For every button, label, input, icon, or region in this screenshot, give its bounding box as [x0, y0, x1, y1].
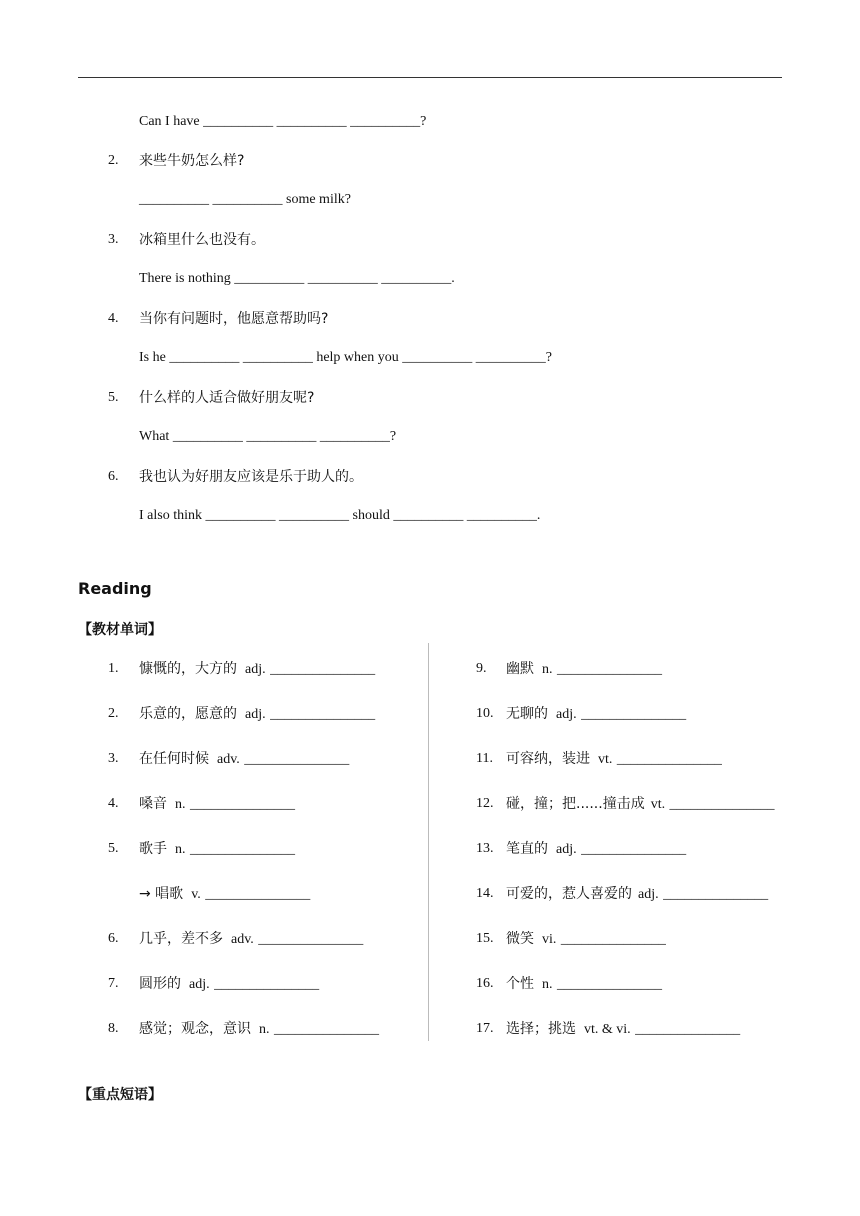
item-answer-en: There is nothing __________ __________ __________. — [139, 271, 455, 286]
vocab-entry — [506, 840, 686, 859]
vocab-pos: n. — [175, 797, 186, 812]
vocab-blank: _______________ — [581, 707, 687, 722]
vocab-number: 14. — [476, 886, 494, 901]
vocab-pos: n. — [259, 1022, 270, 1037]
vocab-zh: 圆形的 — [139, 976, 181, 992]
vocab-heading: 【教材单词】 — [78, 622, 162, 638]
vocab-zh: 碰，撞；把......撞击成 — [506, 796, 645, 812]
vocab-blank: _______________ — [258, 932, 364, 947]
vocab-pos: adj. — [556, 707, 577, 722]
vocab-blank: _______________ — [189, 797, 295, 812]
vocab-entry — [139, 705, 375, 724]
vocab-zh: 笔直的 — [506, 841, 548, 857]
vocab-blank: _______________ — [244, 752, 350, 767]
vocab-zh: 歌手 — [139, 841, 167, 857]
vocab-number: 9. — [476, 661, 487, 676]
item-answer-en: What __________ __________ __________? — [139, 429, 397, 444]
vocab-zh: 微笑 — [506, 931, 534, 947]
vocab-zh: 无聊的 — [506, 706, 548, 722]
vocab-number: 8. — [108, 1021, 119, 1036]
vocab-pos: n. — [542, 662, 553, 677]
item-prompt-zh: 冰箱里什么也没有。 — [139, 232, 265, 248]
vocab-number: 12. — [476, 796, 494, 811]
vocab-entry — [139, 840, 295, 859]
vocab-entry — [139, 750, 349, 769]
item-prompt-zh: 来些牛奶怎么样? — [139, 153, 245, 169]
vocab-entry-derived — [139, 885, 310, 904]
vocab-number: 10. — [476, 706, 494, 721]
item-answer-en: Is he __________ __________ help when you __________ __________? — [139, 350, 552, 365]
vocab-zh: 嗓音 — [139, 796, 167, 812]
vocab-entry — [506, 660, 662, 679]
vocab-entry — [139, 930, 363, 949]
vocab-number: 7. — [108, 976, 119, 991]
item-answer-en: I also think __________ __________ should __________ __________. — [139, 508, 541, 523]
vocab-zh: 可容纳，装进 — [506, 751, 590, 767]
vocab-entry — [506, 1020, 740, 1039]
column-divider — [428, 643, 429, 1041]
item-answer-en: __________ __________ some milk? — [139, 192, 351, 207]
phrases-heading: 【重点短语】 — [78, 1087, 162, 1103]
vocab-entry — [506, 930, 666, 949]
vocab-pos: adv. — [231, 932, 254, 947]
vocab-zh: 感觉；观念，意识 — [139, 1021, 251, 1037]
vocab-blank: _______________ — [270, 662, 376, 677]
vocab-pos: adv. — [217, 752, 240, 767]
vocab-number: 2. — [108, 706, 119, 721]
vocab-entry — [139, 795, 295, 814]
vocab-blank: _______________ — [635, 1022, 741, 1037]
vocab-pos: adj. — [245, 662, 266, 677]
vocab-number: 1. — [108, 661, 119, 676]
vocab-blank: _______________ — [663, 887, 769, 902]
translation-line-1: Can I have __________ __________ __________? — [139, 114, 427, 129]
vocab-pos: vi. — [542, 932, 557, 947]
section-title-reading: Reading — [78, 579, 152, 598]
vocab-pos: adj. — [638, 887, 659, 902]
item-prompt-zh: 当你有问题时，他愿意帮助吗? — [139, 311, 329, 327]
vocab-zh: 乐意的，愿意的 — [139, 706, 237, 722]
vocab-blank: _______________ — [214, 977, 320, 992]
vocab-number: 13. — [476, 841, 494, 856]
vocab-number: 17. — [476, 1021, 494, 1036]
vocab-zh: 在任何时候 — [139, 751, 209, 767]
item-number: 2. — [108, 153, 119, 168]
vocab-number: 4. — [108, 796, 119, 811]
vocab-zh: 可爱的，惹人喜爱的 — [506, 886, 632, 902]
vocab-pos: v. — [191, 887, 201, 902]
vocab-number: 5. — [108, 841, 119, 856]
vocab-blank: _______________ — [205, 887, 311, 902]
item-number: 6. — [108, 469, 119, 484]
vocab-blank: _______________ — [189, 842, 295, 857]
vocab-entry — [506, 705, 686, 724]
vocab-entry — [506, 795, 775, 814]
vocab-zh: 选择；挑选 — [506, 1021, 576, 1037]
vocab-entry — [139, 660, 375, 679]
vocab-zh: 慷慨的，大方的 — [139, 661, 237, 677]
vocab-blank: _______________ — [556, 977, 662, 992]
item-prompt-zh: 什么样的人适合做好朋友呢? — [139, 390, 315, 406]
vocab-pos: adj. — [245, 707, 266, 722]
vocab-zh: 几乎，差不多 — [139, 931, 223, 947]
vocab-blank: _______________ — [669, 797, 775, 812]
vocab-pos: adj. — [189, 977, 210, 992]
vocab-blank: _______________ — [560, 932, 666, 947]
item-number: 3. — [108, 232, 119, 247]
vocab-pos: n. — [175, 842, 186, 857]
item-prompt-zh: 我也认为好朋友应该是乐于助人的。 — [139, 469, 363, 485]
vocab-number: 11. — [476, 751, 493, 766]
vocab-blank: _______________ — [616, 752, 722, 767]
vocab-pos: vt. & vi. — [584, 1022, 631, 1037]
vocab-pos: vt. — [598, 752, 613, 767]
vocab-entry — [139, 1020, 379, 1039]
vocab-pos: vt. — [650, 797, 666, 812]
vocab-zh: 幽默 — [506, 661, 534, 677]
vocab-zh: → 唱歌 — [139, 886, 184, 902]
vocab-number: 16. — [476, 976, 494, 991]
vocab-blank: _______________ — [270, 707, 376, 722]
vocab-blank: _______________ — [273, 1022, 379, 1037]
vocab-pos: adj. — [556, 842, 577, 857]
item-number: 5. — [108, 390, 119, 405]
vocab-number: 6. — [108, 931, 119, 946]
vocab-number: 3. — [108, 751, 119, 766]
vocab-entry — [506, 885, 768, 904]
header-rule — [78, 77, 782, 78]
vocab-number: 15. — [476, 931, 494, 946]
vocab-entry — [506, 750, 722, 769]
item-number: 4. — [108, 311, 119, 326]
vocab-entry — [139, 975, 319, 994]
vocab-pos: n. — [542, 977, 553, 992]
vocab-blank: _______________ — [556, 662, 662, 677]
vocab-zh: 个性 — [506, 976, 534, 992]
vocab-blank: _______________ — [581, 842, 687, 857]
vocab-entry — [506, 975, 662, 994]
